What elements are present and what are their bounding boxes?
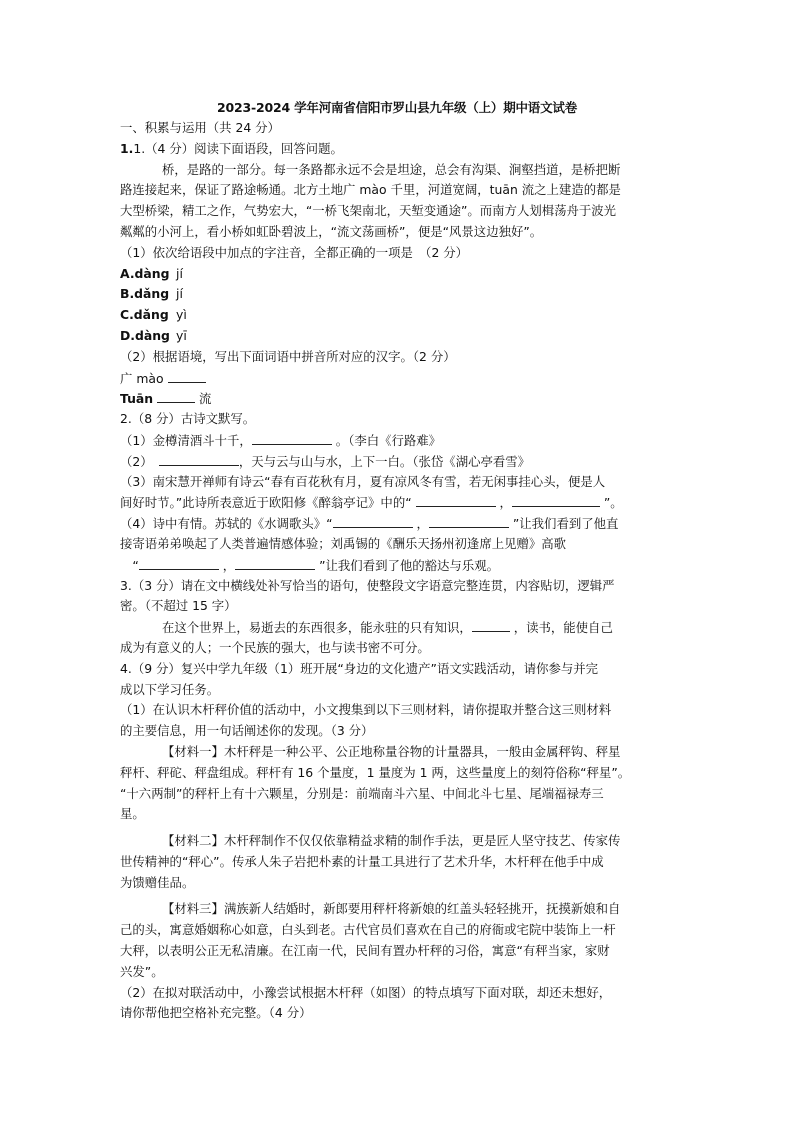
sub-question: （1）依次给语段中加点的字注音，全都正确的一项是 （2 分） xyxy=(120,244,469,260)
material-line: 【材料一】木杆秤是一种公平、公正地称量谷物的计量器具，一般由金属秤钩、秤星 xyxy=(162,743,621,759)
material-line: 己的头，寓意婚姻称心如意，白头到老。古代官员们喜欢在自己的府衙或宅院中装饰上一杆 xyxy=(120,922,616,938)
material-line: 【材料二】木杆秤制作不仅仅依靠精益求精的制作手法，更是匠人坚守技艺、传家传 xyxy=(162,833,621,849)
material-line: 兴发”。 xyxy=(120,963,164,979)
question-1-heading: 1.1.（4 分）阅读下面语段，回答问题。 xyxy=(120,140,343,156)
option-b[interactable]: B.dǎng jí xyxy=(120,286,183,302)
material-line: 秤杆、秤砣、秤盘组成。秤杆有 16 个量度，1 量度为 1 两，这些量度上的刻符俗称“秤星”。 xyxy=(120,764,631,780)
option-a[interactable]: A.dàng jí xyxy=(120,265,183,281)
poem-line: 接寄语弟弟唤起了人类普遍情感体验；刘禹锡的《酬乐天扬州初逢席上见赠》高歌 xyxy=(120,535,567,551)
sub-question: 请你帮他把空格补充完整。（4 分） xyxy=(120,1005,312,1021)
answer-blank[interactable] xyxy=(512,492,600,507)
sub-question: （2）在拟对联活动中，小豫尝试根据木杆秤（如图）的特点填写下面对联，却还未想好， xyxy=(120,984,612,1000)
answer-blank[interactable] xyxy=(139,555,219,570)
question-3-heading: 3.（3 分）请在文中横线处补写恰当的语句，使整段文字语意完整连贯，内容贴切，逻辑严 xyxy=(120,577,615,593)
sub-question: （1）在认识木杆秤价值的活动中，小文搜集到以下三则材料，请你提取并整合这三则材料 xyxy=(120,702,612,718)
material-line: 星。 xyxy=(120,806,145,822)
exam-content xyxy=(120,118,680,1024)
option-c[interactable]: C.dǎng yì xyxy=(120,307,187,323)
question-2-heading: 2.（8 分）古诗文默写。 xyxy=(120,411,256,427)
answer-blank[interactable] xyxy=(472,617,510,632)
section-heading: 一、积累与运用（共 24 分） xyxy=(120,120,280,135)
answer-blank[interactable] xyxy=(168,368,206,383)
passage-line: 在这个世界上，易逝去的东西很多，能永驻的只有知识， ，读书，能使自己 xyxy=(120,617,680,638)
answer-blank[interactable] xyxy=(416,492,496,507)
passage-line: 桥，是路的一部分。每一条路都永远不会是坦途，总会有沟渠、涧壑挡道，是桥把断 xyxy=(162,161,621,177)
material-line: 为馈赠佳品。 xyxy=(120,874,195,890)
poem-line: 间好时节。”此诗所表意近于欧阳修《醉翁亭记》中的“ ， ”。 xyxy=(120,492,680,513)
passage-line: 粼粼的小河上，看小桥如虹卧碧波上，“流文荡画桥”，便是“风景这边独好”。 xyxy=(120,223,543,239)
answer-blank[interactable] xyxy=(157,388,195,403)
answer-blank[interactable] xyxy=(159,451,239,466)
question-4-heading: 成以下学习任务。 xyxy=(120,681,220,697)
material-line: 世传精神的“秤心”。传承人朱子岩把朴素的计量工具进行了艺术升华，木杆秤在他手中成 xyxy=(120,853,604,869)
sub-question: （2）根据语境，写出下面词语中拼音所对应的汉字。（2 分） xyxy=(120,348,456,364)
material-line: 大秤，以表明公正无私清廉。在江南一代，民间有置办杆秤的习俗，寓意“有秤当家，家财 xyxy=(120,943,610,959)
poem-line: （3）南宋慧开禅师有诗云“春有百花秋有月，夏有凉风冬有雪，若无闲事挂心头，便是人 xyxy=(120,473,606,489)
question-4-heading: 4.（9 分）复兴中学九年级（1）班开展“身边的文化遗产”语文实践活动，请你参与并完 xyxy=(120,660,599,676)
sub-question: 的主要信息，用一句话阐述你的发现。（3 分） xyxy=(120,723,374,739)
question-3-heading: 密。（不超过 15 字） xyxy=(120,598,237,614)
material-line: 【材料三】满族新人结婚时，新郎要用秤杆将新娘的红盖头轻轻挑开，抚摸新娘和自 xyxy=(162,901,621,917)
poem-line: “ ， ”让我们看到了他的豁达与乐观。 xyxy=(120,555,680,576)
passage-line: 大型桥梁，精工之作，气势宏大，“一桥飞架南北，天堑变通途”。而南方人划楫荡舟于波光 xyxy=(120,203,617,219)
poem-line: （4）诗中有情。苏轼的《水调歌头》“ ， ”让我们看到了他直 xyxy=(120,513,680,534)
option-d[interactable]: D.dàng yī xyxy=(120,327,187,343)
page-title: 2023-2024 学年河南省信阳市罗山县九年级（上）期中语文试卷 xyxy=(216,100,578,115)
answer-blank[interactable] xyxy=(429,513,509,528)
answer-line: Tuān 流 xyxy=(120,388,680,409)
answer-line: 广 mào xyxy=(120,368,680,389)
poem-line: （1）金樽清酒斗十千， 。（李白《行路难》 xyxy=(120,430,680,451)
material-line: “十六两制”的秤杆上有十六颗星，分别是：前端南斗六星、中间北斗七星、尾端福禄寿三 xyxy=(120,785,604,801)
answer-blank[interactable] xyxy=(333,513,413,528)
passage-line: 路连接起来，保证了路途畅通。北方土地广 mào 千里，河道宽阔，tuān 流之上建造的都是 xyxy=(120,182,621,198)
answer-blank[interactable] xyxy=(235,555,315,570)
poem-line: （2） ，天与云与山与水，上下一白。（张岱《湖心亭看雪》 xyxy=(120,451,680,472)
answer-blank[interactable] xyxy=(252,430,332,445)
passage-line: 成为有意义的人；一个民族的强大，也与读书密不可分。 xyxy=(120,639,430,655)
